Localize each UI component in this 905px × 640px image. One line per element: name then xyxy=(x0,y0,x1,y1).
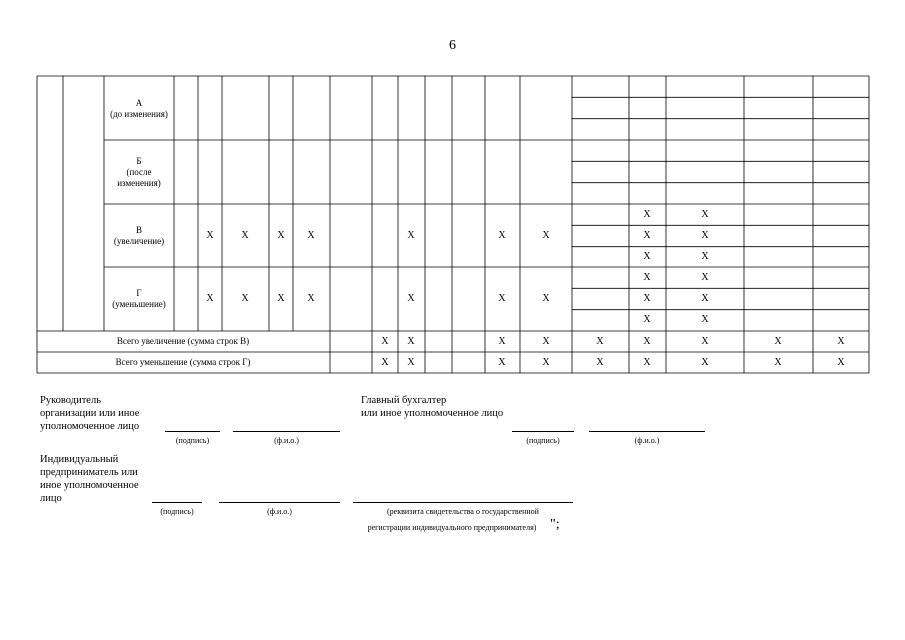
accountant-name-line[interactable] xyxy=(589,431,705,432)
x-mark-row-g-sub: X xyxy=(643,293,651,304)
entrepreneur-name-line[interactable] xyxy=(219,502,340,503)
x-mark-row-v-sub: X xyxy=(701,230,709,241)
closing-quote: "; xyxy=(550,517,560,532)
x-mark-total-increase: X xyxy=(701,336,709,347)
x-mark-row-g-sub: X xyxy=(701,271,709,283)
x-mark-total-decrease: X xyxy=(596,357,604,368)
x-mark-row-g: X xyxy=(542,293,550,304)
x-mark-row-g: X xyxy=(498,293,506,304)
x-mark-row-g: X xyxy=(241,293,249,304)
x-mark-row-g: X xyxy=(407,293,415,304)
row-label-g: Г (уменьшение) xyxy=(112,288,166,309)
accountant-label: Главный бухгалтер или иное уполномоченное лицо xyxy=(361,395,504,419)
x-mark-total-decrease: X xyxy=(498,357,506,368)
head-label: Руководитель организации или иное уполномоченное лицо xyxy=(40,395,140,432)
x-mark-total-decrease: X xyxy=(407,357,415,368)
head-signature-caption: (подпись) xyxy=(175,436,210,445)
x-mark-row-v-sub: X xyxy=(643,230,651,241)
x-mark-total-increase: X xyxy=(643,336,651,347)
head-name-caption: (ф.и.о.) xyxy=(274,436,299,445)
x-mark-row-v: X xyxy=(542,230,550,241)
row-label-b: Б (после изменения) xyxy=(117,156,161,188)
x-mark-total-decrease: X xyxy=(643,357,651,368)
page-number: 6 xyxy=(449,38,456,53)
row-label-v: В (увеличение) xyxy=(113,225,165,246)
certificate-caption-line-2: регистрации индивидуального предпринимателя) xyxy=(367,523,537,532)
x-mark-row-g: X xyxy=(277,293,285,304)
x-mark-row-v: X xyxy=(407,230,415,241)
x-mark-row-g-sub: X xyxy=(701,293,709,304)
total-increase-label: Всего увеличение (сумма строк В) xyxy=(116,336,250,346)
x-mark-total-decrease: X xyxy=(701,357,709,368)
x-mark-total-decrease: X xyxy=(381,357,389,368)
x-mark-row-v-sub: X xyxy=(643,208,651,220)
x-mark-total-decrease: X xyxy=(837,357,845,368)
accountant-name-caption: (ф.и.о.) xyxy=(634,436,660,445)
x-mark-total-increase: X xyxy=(542,336,550,347)
x-mark-total-increase: X xyxy=(407,336,415,347)
x-mark-row-g-sub: X xyxy=(643,271,651,283)
entrepreneur-signature-caption: (подпись) xyxy=(160,507,194,516)
x-mark-total-decrease: X xyxy=(774,357,782,368)
x-mark-row-v: X xyxy=(307,230,315,241)
entrepreneur-name-caption: (ф.и.о.) xyxy=(267,507,292,516)
x-mark-row-v: X xyxy=(241,230,249,241)
x-mark-row-v: X xyxy=(277,230,285,241)
x-mark-total-increase: X xyxy=(381,336,389,347)
accountant-signature-line[interactable] xyxy=(512,431,574,432)
head-name-line[interactable] xyxy=(233,431,340,432)
x-mark-row-g: X xyxy=(307,293,315,304)
entrepreneur-label: Индивидуальный предприниматель или иное уполномоченное лицо xyxy=(40,454,139,504)
accountant-signature-caption: (подпись) xyxy=(526,436,560,445)
x-mark-total-decrease: X xyxy=(542,357,550,368)
x-mark-row-v-sub: X xyxy=(701,251,709,263)
x-mark-row-v-sub: X xyxy=(701,208,709,220)
x-mark-row-g: X xyxy=(206,293,214,304)
x-mark-total-increase: X xyxy=(837,336,845,347)
x-mark-total-increase: X xyxy=(596,336,604,347)
entrepreneur-signature-line[interactable] xyxy=(152,502,202,503)
x-mark-row-v-sub: X xyxy=(643,251,651,263)
x-mark-total-increase: X xyxy=(498,336,506,347)
total-decrease-label: Всего уменьшение (сумма строк Г) xyxy=(115,357,251,367)
certificate-caption-line-1: (реквизита свидетельства о государственной xyxy=(387,507,539,516)
row-label-a: А (до изменения) xyxy=(110,98,168,119)
x-mark-row-v: X xyxy=(206,230,214,241)
x-mark-row-v: X xyxy=(498,230,506,241)
x-mark-row-g-sub: X xyxy=(701,314,709,326)
head-signature-line[interactable] xyxy=(165,431,220,432)
certificate-line[interactable] xyxy=(353,502,573,503)
x-mark-total-increase: X xyxy=(774,336,782,347)
x-mark-row-g-sub: X xyxy=(643,314,651,326)
